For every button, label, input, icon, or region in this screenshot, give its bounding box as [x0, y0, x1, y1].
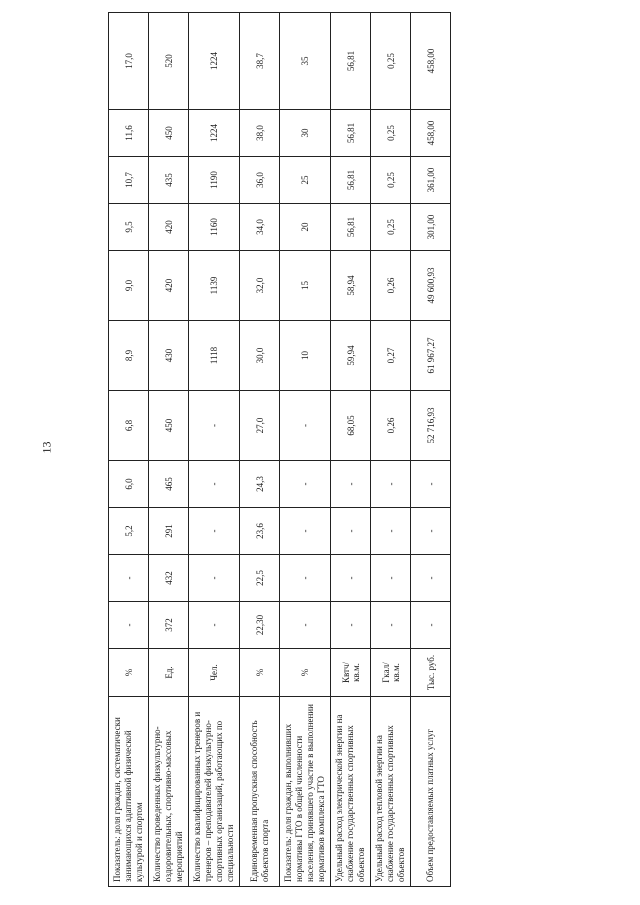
- indicator-value: 59,94: [331, 321, 371, 391]
- table-row: [240, 13, 280, 887]
- indicator-value: 56,81: [331, 204, 371, 251]
- indicator-value: 17,0: [109, 13, 149, 110]
- indicator-value: 8,9: [109, 321, 149, 391]
- indicator-name: Объем предоставляемых платных услуг: [411, 697, 451, 887]
- indicator-value: 9,0: [109, 251, 149, 321]
- table-row: [411, 13, 451, 887]
- indicator-value: 1190: [189, 157, 240, 204]
- indicator-value: -: [280, 461, 331, 508]
- indicator-value: 49 600,93: [411, 251, 451, 321]
- indicator-value: 372: [149, 602, 189, 649]
- indicator-value: -: [371, 508, 411, 555]
- indicator-value: 458,00: [411, 110, 451, 157]
- indicator-value: 32,0: [240, 251, 280, 321]
- indicator-unit: %: [280, 649, 331, 697]
- table-row: [331, 13, 371, 887]
- indicator-name: Удельный расход электрической энергии на снабжение государственных спортивных объектов: [331, 697, 371, 887]
- indicator-value: 15: [280, 251, 331, 321]
- indicator-value: -: [411, 508, 451, 555]
- indicator-value: 520: [149, 13, 189, 110]
- indicator-value: -: [331, 555, 371, 602]
- indicator-value: 458,00: [411, 13, 451, 110]
- indicator-name: Удельный расход тепловой энергии на снабжение государственных спортивных объектов: [371, 697, 411, 887]
- indicator-unit: %: [109, 649, 149, 697]
- indicator-value: -: [189, 508, 240, 555]
- indicator-value: 1224: [189, 13, 240, 110]
- indicators-table: [108, 12, 451, 887]
- indicator-value: -: [331, 508, 371, 555]
- indicator-unit: Ед.: [149, 649, 189, 697]
- indicator-value: 430: [149, 321, 189, 391]
- indicator-value: 6,0: [109, 461, 149, 508]
- indicator-value: 361,00: [411, 157, 451, 204]
- indicator-value: 35: [280, 13, 331, 110]
- indicator-value: 450: [149, 110, 189, 157]
- indicator-unit: Тыс. руб.: [411, 649, 451, 697]
- indicator-value: 420: [149, 251, 189, 321]
- indicator-value: 1118: [189, 321, 240, 391]
- indicator-value: 22,30: [240, 602, 280, 649]
- indicator-value: -: [189, 461, 240, 508]
- indicator-value: 301,00: [411, 204, 451, 251]
- indicator-unit: Квтч/ кв.м.: [331, 649, 371, 697]
- table-row: [189, 13, 240, 887]
- indicator-value: -: [371, 602, 411, 649]
- indicator-value: -: [189, 391, 240, 461]
- indicator-value: 0,27: [371, 321, 411, 391]
- page-number: 13: [39, 441, 54, 454]
- indicator-value: 10: [280, 321, 331, 391]
- indicator-value: -: [280, 602, 331, 649]
- indicator-value: 0,26: [371, 251, 411, 321]
- indicator-value: 38,7: [240, 13, 280, 110]
- indicator-unit: %: [240, 649, 280, 697]
- indicator-value: 291: [149, 508, 189, 555]
- table-frame: [84, 0, 532, 905]
- indicator-value: 435: [149, 157, 189, 204]
- indicator-name: Количество проведенных физкультурно-оздоровительных, спортивно-массовых мероприятий: [149, 697, 189, 887]
- indicator-value: 56,81: [331, 157, 371, 204]
- table-row: [371, 13, 411, 887]
- indicator-name: Показатель: доля граждан, систематически занимающихся адаптивной физической культурой и спортом: [109, 697, 149, 887]
- indicator-value: 68,05: [331, 391, 371, 461]
- indicator-value: 420: [149, 204, 189, 251]
- indicator-value: 0,25: [371, 204, 411, 251]
- indicator-value: 465: [149, 461, 189, 508]
- indicator-value: 0,26: [371, 391, 411, 461]
- table-row: [109, 13, 149, 887]
- indicator-value: -: [411, 602, 451, 649]
- indicator-value: 34,0: [240, 204, 280, 251]
- indicator-value: 11,6: [109, 110, 149, 157]
- indicator-value: 56,81: [331, 13, 371, 110]
- indicator-name: Единовременная пропускная способность объектов спорта: [240, 697, 280, 887]
- indicator-value: 0,25: [371, 157, 411, 204]
- indicator-value: 6,8: [109, 391, 149, 461]
- indicator-value: -: [280, 555, 331, 602]
- indicator-value: -: [189, 602, 240, 649]
- indicator-value: -: [109, 555, 149, 602]
- indicator-value: 450: [149, 391, 189, 461]
- indicator-name: Показатель: доля граждан, выполнивших нормативы ГТО в общей численности населения, принявшего участие в выполнении нормативов комплекса ГТО: [280, 697, 331, 887]
- indicator-value: 9,5: [109, 204, 149, 251]
- indicator-value: 1160: [189, 204, 240, 251]
- indicator-value: 22,5: [240, 555, 280, 602]
- indicator-value: -: [411, 555, 451, 602]
- indicator-value: 56,81: [331, 110, 371, 157]
- table-row: [149, 13, 189, 887]
- indicator-value: 36,0: [240, 157, 280, 204]
- indicator-value: -: [371, 461, 411, 508]
- indicator-value: 5,2: [109, 508, 149, 555]
- rotated-table-container: [96, 0, 544, 893]
- indicator-name: Количество квалифицированных тренеров и тренеров – преподавателей физкультурно-спортивных организаций, работающих по специальности: [189, 697, 240, 887]
- indicator-value: 23,6: [240, 508, 280, 555]
- indicator-value: 61 967,27: [411, 321, 451, 391]
- indicator-value: 10,7: [109, 157, 149, 204]
- indicator-value: -: [280, 391, 331, 461]
- indicator-value: 52 716,93: [411, 391, 451, 461]
- indicator-value: -: [189, 555, 240, 602]
- indicator-value: 38,0: [240, 110, 280, 157]
- indicator-value: 20: [280, 204, 331, 251]
- indicator-value: 58,94: [331, 251, 371, 321]
- indicator-value: -: [280, 508, 331, 555]
- indicator-value: 1139: [189, 251, 240, 321]
- indicator-value: -: [371, 555, 411, 602]
- indicator-value: -: [331, 461, 371, 508]
- indicator-value: 30,0: [240, 321, 280, 391]
- indicator-value: 0,25: [371, 13, 411, 110]
- indicator-value: -: [109, 602, 149, 649]
- indicator-value: 432: [149, 555, 189, 602]
- indicator-unit: Чел.: [189, 649, 240, 697]
- table-row: [280, 13, 331, 887]
- indicator-value: -: [331, 602, 371, 649]
- indicator-value: 25: [280, 157, 331, 204]
- indicator-value: 30: [280, 110, 331, 157]
- indicator-value: -: [411, 461, 451, 508]
- indicator-value: 0,25: [371, 110, 411, 157]
- indicator-value: 1224: [189, 110, 240, 157]
- indicator-value: 24,3: [240, 461, 280, 508]
- indicator-unit: Гкал/ кв.м.: [371, 649, 411, 697]
- indicator-value: 27,0: [240, 391, 280, 461]
